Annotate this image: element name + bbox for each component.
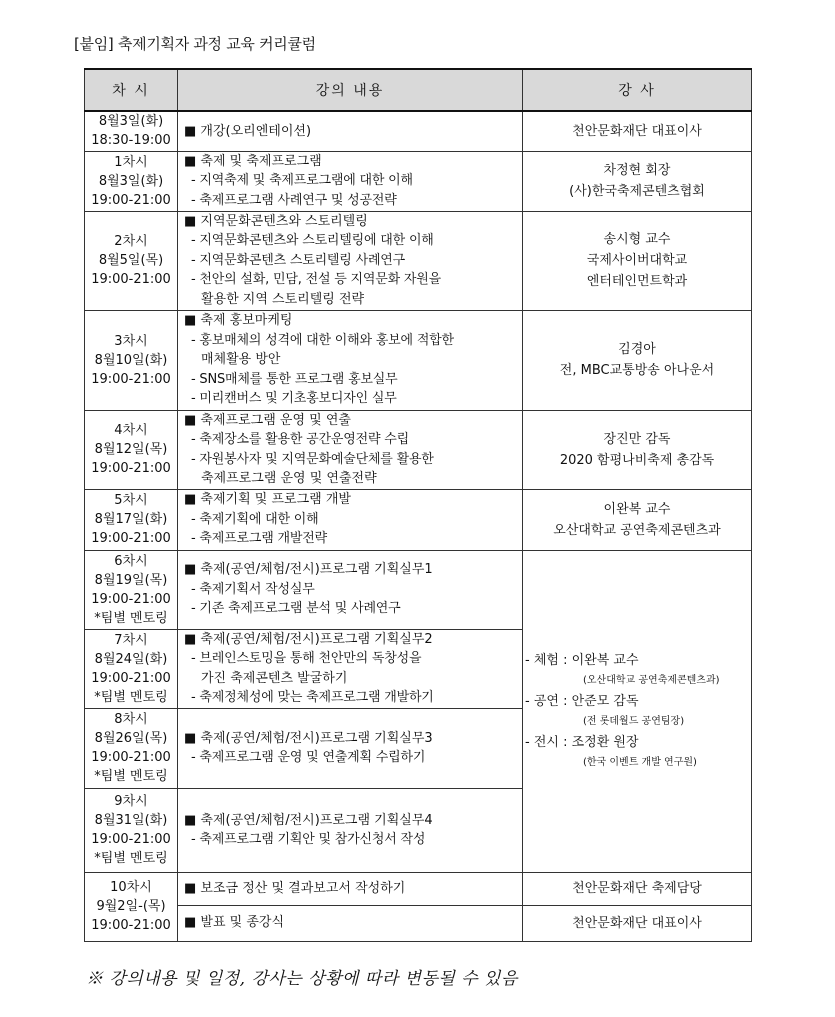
session-line: 8월24일(화) bbox=[94, 651, 168, 667]
content-cell bbox=[178, 550, 523, 629]
content-title: ■ 축제 홍보마케팅 bbox=[184, 313, 293, 329]
session-cell bbox=[85, 111, 178, 151]
session-line: 19:00-21:00 bbox=[91, 192, 171, 208]
content-title: ■ 보조금 정산 및 결과보고서 작성하기 bbox=[184, 880, 406, 896]
lecturer-line: 장진만 감독 bbox=[603, 431, 671, 447]
session-line: 19:00-21:00 bbox=[91, 918, 171, 933]
session-line: 9차시 bbox=[114, 794, 148, 809]
lecturer-line: 2020 함평나비축제 총감독 bbox=[559, 452, 715, 468]
session-line: *팀별 멘토링 bbox=[94, 769, 168, 784]
session-line: *팀별 멘토링 bbox=[94, 610, 168, 626]
session-line: 4차시 bbox=[114, 423, 148, 438]
page-title: [붙임] 축제기획자 과정 교육 커리큘럼 bbox=[74, 35, 316, 53]
header-session: 차 시 bbox=[85, 69, 178, 111]
content-cell bbox=[178, 489, 523, 550]
footnote: ※ 강의내용 및 일정, 강사는 상황에 따라 변동될 수 있음 bbox=[86, 969, 518, 989]
content-item: - 천안의 설화, 민담, 전설 등 지역문화 자원을 bbox=[191, 272, 441, 288]
mentor-line: - 공연 : 안준모 감독 bbox=[525, 693, 639, 709]
content-title: ■ 축제기획 및 프로그램 개발 bbox=[184, 492, 351, 508]
lecturer-cell bbox=[523, 905, 752, 941]
lecturer-line: 천안문화재단 대표이사 bbox=[572, 915, 702, 931]
content-item: - 지역축제 및 축제프로그램에 대한 이해 bbox=[191, 173, 413, 189]
session-line: 19:00-21:00 bbox=[91, 591, 171, 607]
content-title: ■ 발표 및 종강식 bbox=[184, 915, 285, 931]
lecturer-line: 엔터테인먼트학과 bbox=[586, 274, 688, 289]
content-title: ■ 개강(오리엔테이션) bbox=[184, 123, 312, 139]
content-item-continued: 가진 축제콘텐츠 발굴하기 bbox=[201, 670, 348, 686]
session-line: 19:00-21:00 bbox=[91, 750, 171, 765]
session-line: *팀별 멘토링 bbox=[94, 851, 168, 866]
session-cell bbox=[85, 708, 178, 788]
content-item: - 축제프로그램 개발전략 bbox=[191, 531, 327, 547]
session-line: 3차시 bbox=[114, 333, 148, 349]
table-row bbox=[85, 489, 752, 550]
mentor-cell bbox=[523, 550, 752, 872]
session-cell bbox=[85, 550, 178, 629]
lecturer-cell bbox=[523, 310, 752, 410]
mentor-note: (한국 이벤트 개발 연구원) bbox=[583, 756, 697, 768]
session-cell bbox=[85, 151, 178, 211]
content-cell bbox=[178, 905, 523, 941]
session-line: 8월10일(화) bbox=[94, 352, 168, 368]
content-item: - 축제기획서 작성실무 bbox=[191, 581, 315, 597]
session-line: 8월19일(목) bbox=[94, 572, 168, 588]
session-line: 8월31일(화) bbox=[94, 813, 168, 828]
content-item: - 축제기획에 대한 이해 bbox=[191, 511, 319, 527]
content-item: - 축제프로그램 기획안 및 참가신청서 작성 bbox=[191, 832, 426, 847]
session-line: 19:00-21:00 bbox=[91, 832, 171, 847]
session-line: 9월2일-(목) bbox=[96, 899, 166, 914]
table-row bbox=[85, 905, 752, 941]
session-line: 19:00-21:00 bbox=[91, 461, 171, 476]
lecturer-line: 오산대학교 공연축제콘텐츠과 bbox=[553, 522, 721, 538]
mentor-line: - 체험 : 이완복 교수 bbox=[525, 652, 639, 668]
content-item-continued: 매체활용 방안 bbox=[201, 352, 281, 368]
mentor-note: (전 롯데월드 공연팀장) bbox=[583, 715, 685, 727]
lecturer-cell bbox=[523, 111, 752, 151]
content-item-continued: 활용한 지역 스토리텔링 전략 bbox=[201, 291, 365, 307]
table-header-row bbox=[85, 69, 752, 111]
session-line: 18:30-19:00 bbox=[91, 133, 171, 149]
content-title: ■ 지역문화콘텐츠와 스토리텔링 bbox=[184, 213, 368, 229]
content-cell bbox=[178, 708, 523, 788]
content-item: - 기존 축제프로그램 분석 및 사례연구 bbox=[191, 601, 401, 617]
table-row bbox=[85, 310, 752, 410]
lecturer-line: 천안문화재단 대표이사 bbox=[572, 123, 702, 139]
lecturer-line: 차정현 회장 bbox=[603, 163, 671, 178]
lecturer-cell bbox=[523, 872, 752, 905]
lecturer-line: 천안문화재단 축제담당 bbox=[572, 881, 702, 896]
mentor-line: - 전시 : 조정환 원장 bbox=[525, 734, 639, 750]
session-line: 19:00-21:00 bbox=[91, 371, 171, 387]
session-cell bbox=[85, 211, 178, 310]
table-row bbox=[85, 111, 752, 151]
content-item: - 축제정체성에 맞는 축제프로그램 개발하기 bbox=[191, 690, 434, 705]
session-line: 8월3일(화) bbox=[98, 173, 164, 189]
content-title: ■ 축제(공연/체험/전시)프로그램 기획실무1 bbox=[184, 562, 433, 578]
lecturer-line: 송시형 교수 bbox=[603, 232, 671, 247]
lecturer-line: 전, MBC교통방송 아나운서 bbox=[559, 363, 715, 378]
table-row bbox=[85, 211, 752, 310]
header-content: 강의 내용 bbox=[178, 69, 523, 111]
table-row bbox=[85, 550, 752, 629]
session-line: 2차시 bbox=[114, 234, 148, 249]
lecturer-line: 김경아 bbox=[618, 342, 656, 357]
session-line: *팀별 멘토링 bbox=[94, 689, 168, 705]
content-title: ■ 축제(공연/체험/전시)프로그램 기획실무2 bbox=[184, 631, 433, 647]
session-cell bbox=[85, 629, 178, 708]
session-line: 6차시 bbox=[114, 553, 148, 569]
session-line: 7차시 bbox=[114, 632, 148, 648]
content-cell bbox=[178, 111, 523, 151]
lecturer-cell bbox=[523, 489, 752, 550]
content-item-continued: 축제프로그램 운영 및 연출전략 bbox=[201, 471, 377, 486]
content-title: ■ 축제(공연/체험/전시)프로그램 기획실무3 bbox=[184, 730, 433, 746]
content-cell bbox=[178, 310, 523, 410]
lecturer-cell bbox=[523, 211, 752, 310]
session-line: 5차시 bbox=[114, 493, 148, 508]
session-line: 8차시 bbox=[114, 712, 148, 727]
session-line: 8월17일(화) bbox=[94, 512, 168, 527]
content-cell bbox=[178, 410, 523, 489]
content-item: - 축제프로그램 운영 및 연출계획 수립하기 bbox=[191, 750, 426, 765]
content-item: - 축제장소를 활용한 공간운영전략 수립 bbox=[191, 432, 409, 447]
session-line: 19:00-21:00 bbox=[91, 531, 171, 546]
content-item: - 홍보매체의 성격에 대한 이해와 홍보에 적합한 bbox=[191, 332, 454, 348]
content-item: - 미리캔버스 및 기초홍보디자인 실무 bbox=[191, 391, 397, 407]
content-cell bbox=[178, 629, 523, 708]
mentor-note: (오산대학교 공연축제콘텐츠과) bbox=[583, 674, 720, 686]
content-title: ■ 축제(공연/체험/전시)프로그램 기획실무4 bbox=[184, 812, 433, 828]
content-item: - 축제프로그램 사례연구 및 성공전략 bbox=[191, 192, 397, 208]
session-line: 19:00-21:00 bbox=[91, 272, 171, 287]
content-item: - 브레인스토밍을 통해 천안만의 독창성을 bbox=[191, 651, 422, 666]
content-title: ■ 축제프로그램 운영 및 연출 bbox=[184, 412, 351, 428]
session-line: 8월12일(목) bbox=[94, 442, 168, 457]
session-line: 10차시 bbox=[110, 880, 152, 895]
lecturer-line: (사)한국축제콘텐츠협회 bbox=[569, 184, 705, 199]
session-line: 1차시 bbox=[114, 154, 148, 170]
session-line: 8월5일(목) bbox=[98, 253, 164, 268]
table-row bbox=[85, 151, 752, 211]
session-line: 8월3일(화) bbox=[98, 114, 164, 130]
lecturer-cell bbox=[523, 410, 752, 489]
session-cell bbox=[85, 410, 178, 489]
session-cell bbox=[85, 310, 178, 410]
content-item: - 지역문화콘텐츠와 스토리텔링에 대한 이해 bbox=[191, 233, 434, 249]
lecturer-line: 이완복 교수 bbox=[603, 501, 671, 517]
content-item: - SNS매체를 통한 프로그램 홍보실무 bbox=[191, 371, 398, 387]
content-cell bbox=[178, 211, 523, 310]
content-item: - 지역문화콘텐츠 스토리텔링 사례연구 bbox=[191, 252, 406, 268]
lecturer-cell bbox=[523, 151, 752, 211]
content-item: - 자원봉사자 및 지역문화예술단체를 활용한 bbox=[191, 451, 434, 467]
lecturer-line: 국제사이버대학교 bbox=[586, 253, 688, 268]
table-row bbox=[85, 410, 752, 489]
content-cell bbox=[178, 872, 523, 905]
header-lecturer: 강 사 bbox=[523, 69, 752, 111]
table-row bbox=[85, 872, 752, 905]
session-cell bbox=[85, 489, 178, 550]
session-line: 19:00-21:00 bbox=[91, 670, 171, 686]
content-title: ■ 축제 및 축제프로그램 bbox=[184, 153, 322, 169]
session-cell bbox=[85, 788, 178, 872]
session-cell bbox=[85, 872, 178, 941]
curriculum-table bbox=[84, 68, 752, 942]
content-cell bbox=[178, 151, 523, 211]
session-line: 8월26일(목) bbox=[94, 731, 168, 746]
content-cell bbox=[178, 788, 523, 872]
